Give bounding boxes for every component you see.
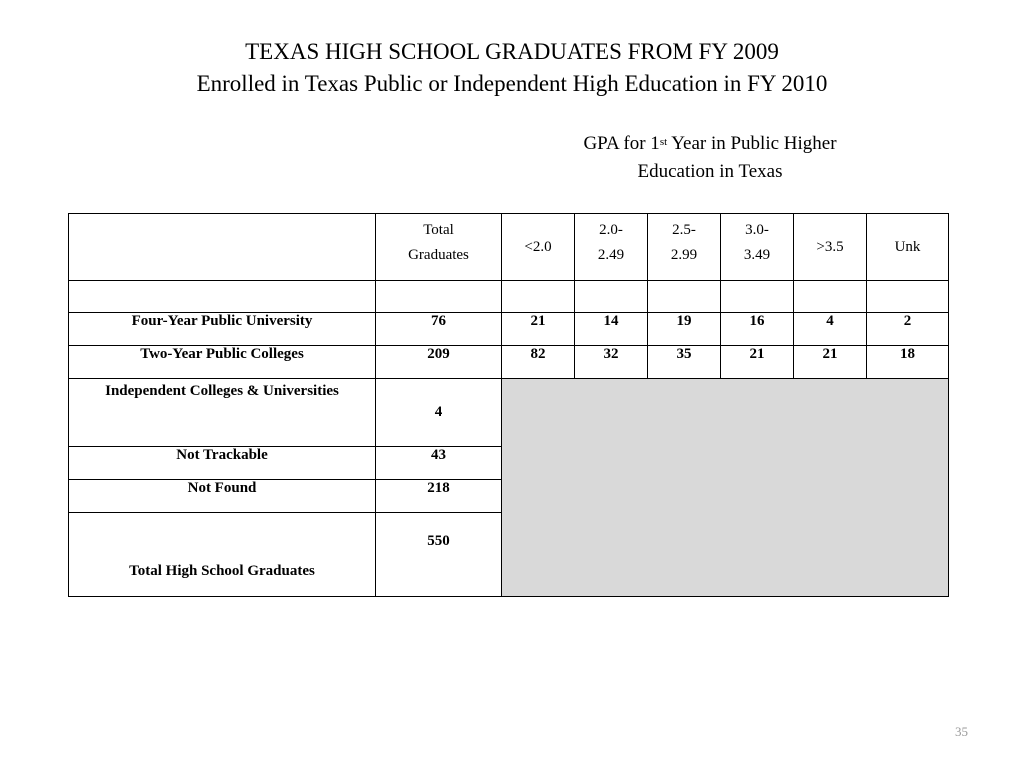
grey-filled-block bbox=[502, 379, 949, 597]
cell-3-0-3-49: 21 bbox=[721, 346, 794, 379]
row-label: Four-Year Public University bbox=[69, 313, 376, 346]
cell-2-0-2-49: 14 bbox=[575, 313, 648, 346]
row-label: Total High School Graduates bbox=[69, 513, 376, 597]
cell-2-0-2-49: 32 bbox=[575, 346, 648, 379]
header-3-0-line-1: 3.0- bbox=[745, 222, 769, 238]
cell-total: 550 bbox=[376, 513, 502, 597]
cell-total: 4 bbox=[376, 379, 502, 447]
gpa-header bbox=[540, 130, 880, 186]
blank-cell bbox=[648, 281, 721, 313]
cell-gt-3-5: 4 bbox=[794, 313, 867, 346]
blank-row bbox=[69, 281, 949, 313]
cell-2-5-2-99: 19 bbox=[648, 313, 721, 346]
row-label: Independent Colleges & Universities bbox=[69, 379, 376, 447]
header-2-5-line-2: 2.99 bbox=[670, 247, 698, 263]
title-line-2: Enrolled in Texas Public or Independent High Education in FY 2010 bbox=[196, 71, 828, 96]
header-total-line-2: Graduates bbox=[408, 247, 469, 263]
header-3-0-line-2: 3.49 bbox=[743, 247, 771, 263]
graduates-table bbox=[68, 213, 949, 597]
title-line-1: TEXAS HIGH SCHOOL GRADUATES FROM FY 2009 bbox=[245, 39, 779, 64]
header-3-0-3-49 bbox=[721, 214, 794, 281]
header-gt-3-5: >3.5 bbox=[794, 214, 867, 281]
cell-3-0-3-49: 16 bbox=[721, 313, 794, 346]
table-row-two-year bbox=[69, 346, 949, 379]
row-label: Two-Year Public Colleges bbox=[69, 346, 376, 379]
cell-total: 218 bbox=[376, 480, 502, 513]
header-lt-2-0: <2.0 bbox=[502, 214, 575, 281]
cell-total: 43 bbox=[376, 447, 502, 480]
cell-lt-2-0: 82 bbox=[502, 346, 575, 379]
page-number: 35 bbox=[955, 724, 968, 739]
slide-title bbox=[0, 36, 1024, 100]
header-2-0-line-2: 2.49 bbox=[597, 247, 625, 263]
header-empty-cell bbox=[69, 214, 376, 281]
header-2-0-line-1: 2.0- bbox=[599, 222, 623, 238]
blank-cell bbox=[502, 281, 575, 313]
cell-lt-2-0: 21 bbox=[502, 313, 575, 346]
gpa-header-line-1 bbox=[540, 130, 880, 158]
blank-cell bbox=[69, 281, 376, 313]
cell-gt-3-5: 21 bbox=[794, 346, 867, 379]
gpa-header-prefix: GPA for 1 bbox=[583, 133, 660, 154]
blank-cell bbox=[376, 281, 502, 313]
blank-cell bbox=[575, 281, 648, 313]
gpa-header-suffix: Year in Public Higher bbox=[667, 133, 837, 154]
cell-2-5-2-99: 35 bbox=[648, 346, 721, 379]
cell-unk: 2 bbox=[867, 313, 949, 346]
blank-cell bbox=[867, 281, 949, 313]
gpa-header-sup: st bbox=[659, 136, 668, 148]
header-total-graduates bbox=[376, 214, 502, 281]
row-label: Not Found bbox=[69, 480, 376, 513]
table-row-independent bbox=[69, 379, 949, 447]
cell-unk: 18 bbox=[867, 346, 949, 379]
header-2-5-line-1: 2.5- bbox=[672, 222, 696, 238]
blank-cell bbox=[721, 281, 794, 313]
blank-cell bbox=[794, 281, 867, 313]
table-row-four-year bbox=[69, 313, 949, 346]
header-unk: Unk bbox=[867, 214, 949, 281]
cell-total: 209 bbox=[376, 346, 502, 379]
header-2-5-2-99 bbox=[648, 214, 721, 281]
header-2-0-2-49 bbox=[575, 214, 648, 281]
header-total-line-1: Total bbox=[423, 222, 454, 238]
row-label: Not Trackable bbox=[69, 447, 376, 480]
cell-total: 76 bbox=[376, 313, 502, 346]
gpa-header-line-2: Education in Texas bbox=[637, 161, 783, 182]
header-row bbox=[69, 214, 949, 281]
